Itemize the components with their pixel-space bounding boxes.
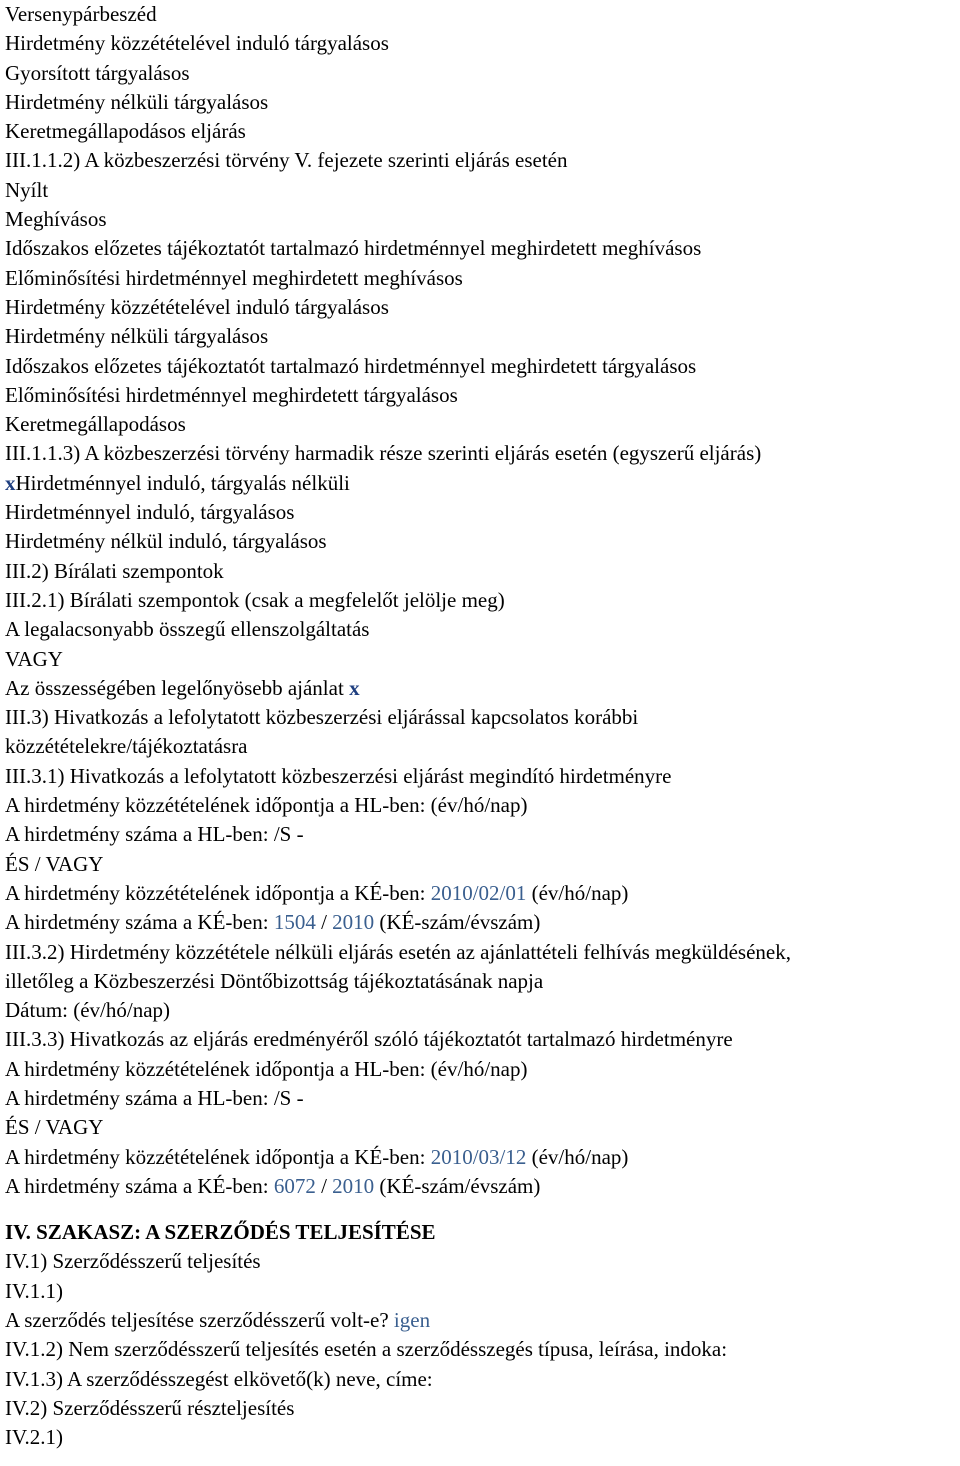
option-elominositesi-meghivasos: Előminősítési hirdetménnyel meghirdetett meghívásos bbox=[5, 265, 463, 290]
option-gyorsitott-targyalasos: Gyorsított tárgyalásos bbox=[5, 60, 190, 85]
contract-answer: igen bbox=[393, 1308, 431, 1333]
section-heading-iii-3-2-cont: illetőleg a Közbeszerzési Döntőbizottság tájékoztatásának napja bbox=[5, 968, 544, 993]
hl-number-field-2: A hirdetmény száma a HL-ben: /S - bbox=[5, 1085, 304, 1110]
option-meghivasos: Meghívásos bbox=[5, 207, 107, 232]
option-osszessegeben-legelonyosebb bbox=[5, 674, 957, 703]
contract-question bbox=[5, 1306, 957, 1335]
section-heading-iii-2: III.2) Bírálati szempontok bbox=[5, 558, 224, 583]
hl-date-field-2: A hirdetmény közzétételének időpontja a HL-ben: (év/hó/nap) bbox=[5, 1056, 528, 1081]
option-hirdetmeny-nelkul-indulo-targyalasos: Hirdetmény nélkül induló, tárgyalásos bbox=[5, 529, 327, 554]
ke-year-value: 2010 bbox=[332, 910, 375, 935]
section-heading-iv-1-2: IV.1.2) Nem szerződésszerű teljesítés esetén a szerződésszegés típusa, leírása, indoka: bbox=[5, 1337, 728, 1362]
field-label: A hirdetmény száma a KÉ-ben: bbox=[5, 910, 274, 935]
ke-date-value: 2010/03/12 bbox=[430, 1144, 527, 1169]
field-slash: / bbox=[315, 1173, 333, 1198]
field-label: A hirdetmény száma a KÉ-ben: bbox=[5, 1173, 274, 1198]
option-hirdetmennyel-indulo-targyalasos: Hirdetménnyel induló, tárgyalásos bbox=[5, 500, 295, 525]
option-hirdetmeny-nelkuli-targyalasos-2: Hirdetmény nélküli tárgyalásos bbox=[5, 324, 269, 349]
section-heading-iv-2: IV.2) Szerződésszerű részteljesítés bbox=[5, 1395, 295, 1420]
option-hirdetmeny-nelkuli-targyalasos: Hirdetmény nélküli tárgyalásos bbox=[5, 89, 269, 114]
section-heading-iii-1-1-3: III.1.1.3) A közbeszerzési törvény harmadik része szerinti eljárás esetén (egyszerű eljárás) bbox=[5, 441, 762, 466]
question-label: A szerződés teljesítése szerződésszerű volt-e? bbox=[5, 1308, 394, 1333]
ke-date-field-1 bbox=[5, 879, 957, 908]
hl-date-field-1: A hirdetmény közzétételének időpontja a HL-ben: (év/hó/nap) bbox=[5, 793, 528, 818]
option-hirdetmennyel-indulo-targyalas-nelkuli bbox=[5, 469, 957, 498]
option-hirdetmeny-kozzetetelevel-targyalasos-2: Hirdetmény közzétételével induló tárgyalásos bbox=[5, 294, 389, 319]
option-elominositesi-targyalasos: Előminősítési hirdetménnyel meghirdetett tárgyalásos bbox=[5, 382, 458, 407]
selected-mark: x bbox=[5, 470, 16, 495]
selected-mark: x bbox=[349, 675, 360, 700]
option-keretmegallapodasos: Keretmegállapodásos bbox=[5, 412, 186, 437]
date-field: Dátum: (év/hó/nap) bbox=[5, 998, 171, 1023]
section-heading-iii-3-2: III.3.2) Hirdetmény közzététele nélküli eljárás esetén az ajánlattételi felhívás megküldésének, bbox=[5, 939, 791, 964]
section-heading-iii-3-cont: közzétételekre/tájékoztatásra bbox=[5, 734, 248, 759]
section-heading-iv-1-3: IV.1.3) A szerződésszegést elkövető(k) neve, címe: bbox=[5, 1366, 433, 1391]
section-title-iv: IV. SZAKASZ: A SZERZŐDÉS TELJESÍTÉSE bbox=[5, 1220, 436, 1245]
hl-number-field-1: A hirdetmény száma a HL-ben: /S - bbox=[5, 822, 304, 847]
field-unit: (KÉ-szám/évszám) bbox=[374, 910, 541, 935]
option-label: Az összességében legelőnyösebb ajánlat bbox=[5, 675, 350, 700]
ke-date-field-2 bbox=[5, 1143, 957, 1172]
option-label: Hirdetménnyel induló, tárgyalás nélküli bbox=[15, 470, 350, 495]
ke-date-value: 2010/02/01 bbox=[430, 880, 527, 905]
separator-es-vagy-1: ÉS / VAGY bbox=[5, 851, 104, 876]
option-idoszakos-targyalasos: Időszakos előzetes tájékoztatót tartalmazó hirdetménnyel meghirdetett tárgyalásos bbox=[5, 353, 697, 378]
option-hirdetmeny-kozzetetelevel-indulo-targyalasos: Hirdetmény közzétételével induló tárgyalásos bbox=[5, 31, 389, 56]
ke-number-field-1 bbox=[5, 908, 957, 937]
separator-vagy: VAGY bbox=[5, 646, 63, 671]
section-heading-iii-2-1: III.2.1) Bírálati szempontok (csak a megfelelőt jelölje meg) bbox=[5, 587, 505, 612]
field-label: A hirdetmény közzétételének időpontja a KÉ-ben: bbox=[5, 1144, 431, 1169]
field-unit: (év/hó/nap) bbox=[526, 880, 629, 905]
option-versenyparbeszed: Versenypárbeszéd bbox=[5, 2, 157, 26]
separator-es-vagy-2: ÉS / VAGY bbox=[5, 1115, 104, 1140]
field-slash: / bbox=[315, 910, 333, 935]
section-heading-iv-1: IV.1) Szerződésszerű teljesítés bbox=[5, 1249, 261, 1274]
section-heading-iii-1-1-2: III.1.1.2) A közbeszerzési törvény V. fejezete szerinti eljárás esetén bbox=[5, 148, 568, 173]
ke-number-value: 6072 bbox=[273, 1173, 316, 1198]
option-nyilt: Nyílt bbox=[5, 177, 49, 202]
ke-number-field-2 bbox=[5, 1172, 957, 1201]
ke-number-value: 1504 bbox=[273, 910, 316, 935]
field-unit: (KÉ-szám/évszám) bbox=[374, 1173, 541, 1198]
ke-year-value: 2010 bbox=[332, 1173, 375, 1198]
section-heading-iv-1-1: IV.1.1) bbox=[5, 1278, 63, 1303]
option-legalacsonyabb-osszegu: A legalacsonyabb összegű ellenszolgáltatás bbox=[5, 617, 370, 642]
option-idoszakos-meghivasos: Időszakos előzetes tájékoztatót tartalmazó hirdetménnyel meghirdetett meghívásos bbox=[5, 236, 702, 261]
section-heading-iii-3-3: III.3.3) Hivatkozás az eljárás eredményéről szóló tájékoztatót tartalmazó hirdetményre bbox=[5, 1027, 733, 1052]
field-label: A hirdetmény közzétételének időpontja a KÉ-ben: bbox=[5, 880, 431, 905]
document-page bbox=[5, 0, 957, 1453]
spacer bbox=[5, 1201, 957, 1218]
field-unit: (év/hó/nap) bbox=[526, 1144, 629, 1169]
option-keretmegallapodasos-eljaras: Keretmegállapodásos eljárás bbox=[5, 119, 246, 144]
section-heading-iii-3-1: III.3.1) Hivatkozás a lefolytatott közbeszerzési eljárást megindító hirdetményre bbox=[5, 763, 672, 788]
section-heading-iii-3: III.3) Hivatkozás a lefolytatott közbeszerzési eljárással kapcsolatos korábbi bbox=[5, 705, 639, 730]
section-heading-iv-2-1: IV.2.1) bbox=[5, 1425, 63, 1450]
